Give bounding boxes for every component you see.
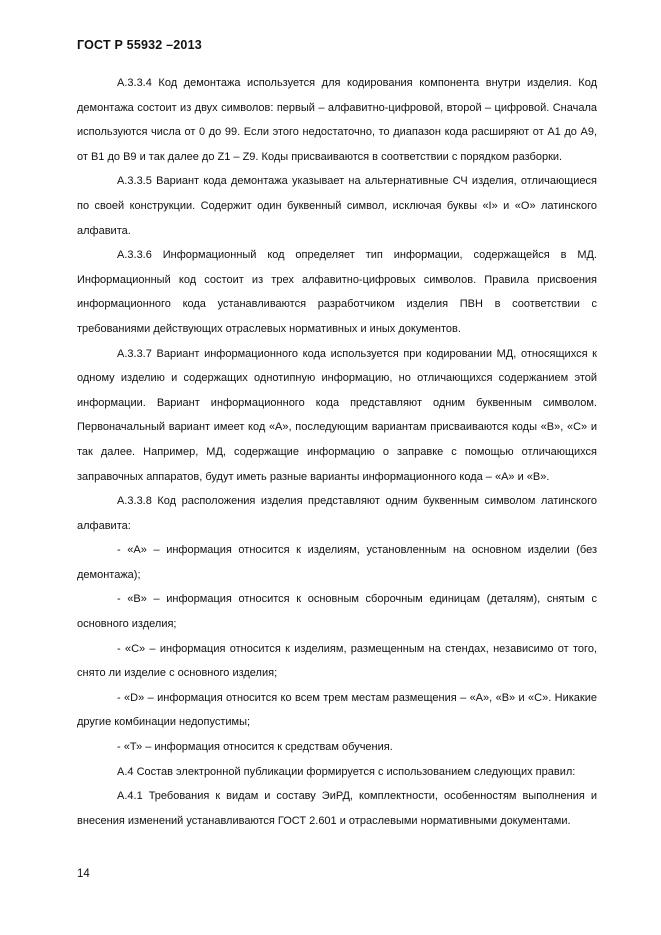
page-header: ГОСТ Р 55932 –2013 (77, 38, 202, 52)
list-item-code-b: - «В» – информация относится к основным сборочным единицам (деталям), снятым с основного изделия; (77, 593, 597, 631)
list-item-code-c: - «С» – информация относится к изделиям, размещенным на стендах, независимо от того, снято ли изделие с основного изделия; (77, 642, 597, 680)
paragraph-a3-3-8: А.3.3.8 Код расположения изделия представляют одним буквенным символом латинского алфавита: (77, 495, 597, 532)
list-item-code-a: - «А» – информация относится к изделиям, установленным на основном изделии (без демонтажа); (77, 544, 597, 581)
paragraph-a4: А.4 Состав электронной публикации формируется с использованием следующих правил: (117, 765, 576, 778)
paragraph-a3-3-5: А.3.3.5 Вариант кода демонтажа указывает на альтернативные СЧ изделия, отличающиеся по своей конструкции. Содержит один буквенный символ, исключая буквы «I» и «O» латинского алфавита. (77, 175, 597, 237)
paragraph-a3-3-4: А.3.3.4 Код демонтажа используется для кодирования компонента внутри изделия. Код демонтажа состоит из двух символов: первый – алфавитно-цифровой, второй – цифровой. Сначала используются числа от 0 до 99. Если этого недостаточно, то диапазон кода расширяют от А1 до А9, от В1 до В9 и так далее до Z1 – Z9. Коды присваиваются в соответствии с порядком разборки. (77, 77, 597, 163)
list-item-code-d: - «D» – информация относится ко всем трем местам размещения – «А», «В» и «С». Никакие другие комбинации недопустимы; (77, 691, 597, 729)
page-body (77, 71, 597, 833)
paragraph-a3-3-7: А.3.3.7 Вариант информационного кода используется при кодировании МД, относящихся к одному изделию и содержащих однотипную информацию, но отличающихся содержанием этой информации. Вариант информационного кода представляют одним буквенным символом. Первоначальный вариант имеет код «А», последующим вариантам присваиваются коды «В», «С» и так далее. Например, МД, содержащие информацию о заправке с помощью отличающихся заправочных аппаратов, будут иметь разные варианты информационного кода – «А» и «В». (77, 347, 597, 483)
paragraph-a3-3-6: А.3.3.6 Информационный код определяет тип информации, содержащейся в МД. Информационный код состоит из трех алфавитно-цифровых символов. Правила присвоения информационного кода устанавливаются разработчиком изделия ПВН в соответствии с требованиями действующих отраслевых нормативных и иных документов. (77, 249, 597, 335)
page-number: 14 (77, 868, 90, 880)
paragraph-a4-1: А.4.1 Требования к видам и составу ЭиРД, комплектности, особенностям выполнения и внесения изменений устанавливаются ГОСТ 2.601 и отраслевыми нормативными документами. (77, 790, 597, 827)
list-item-code-t: - «Т» – информация относится к средствам обучения. (117, 741, 393, 754)
